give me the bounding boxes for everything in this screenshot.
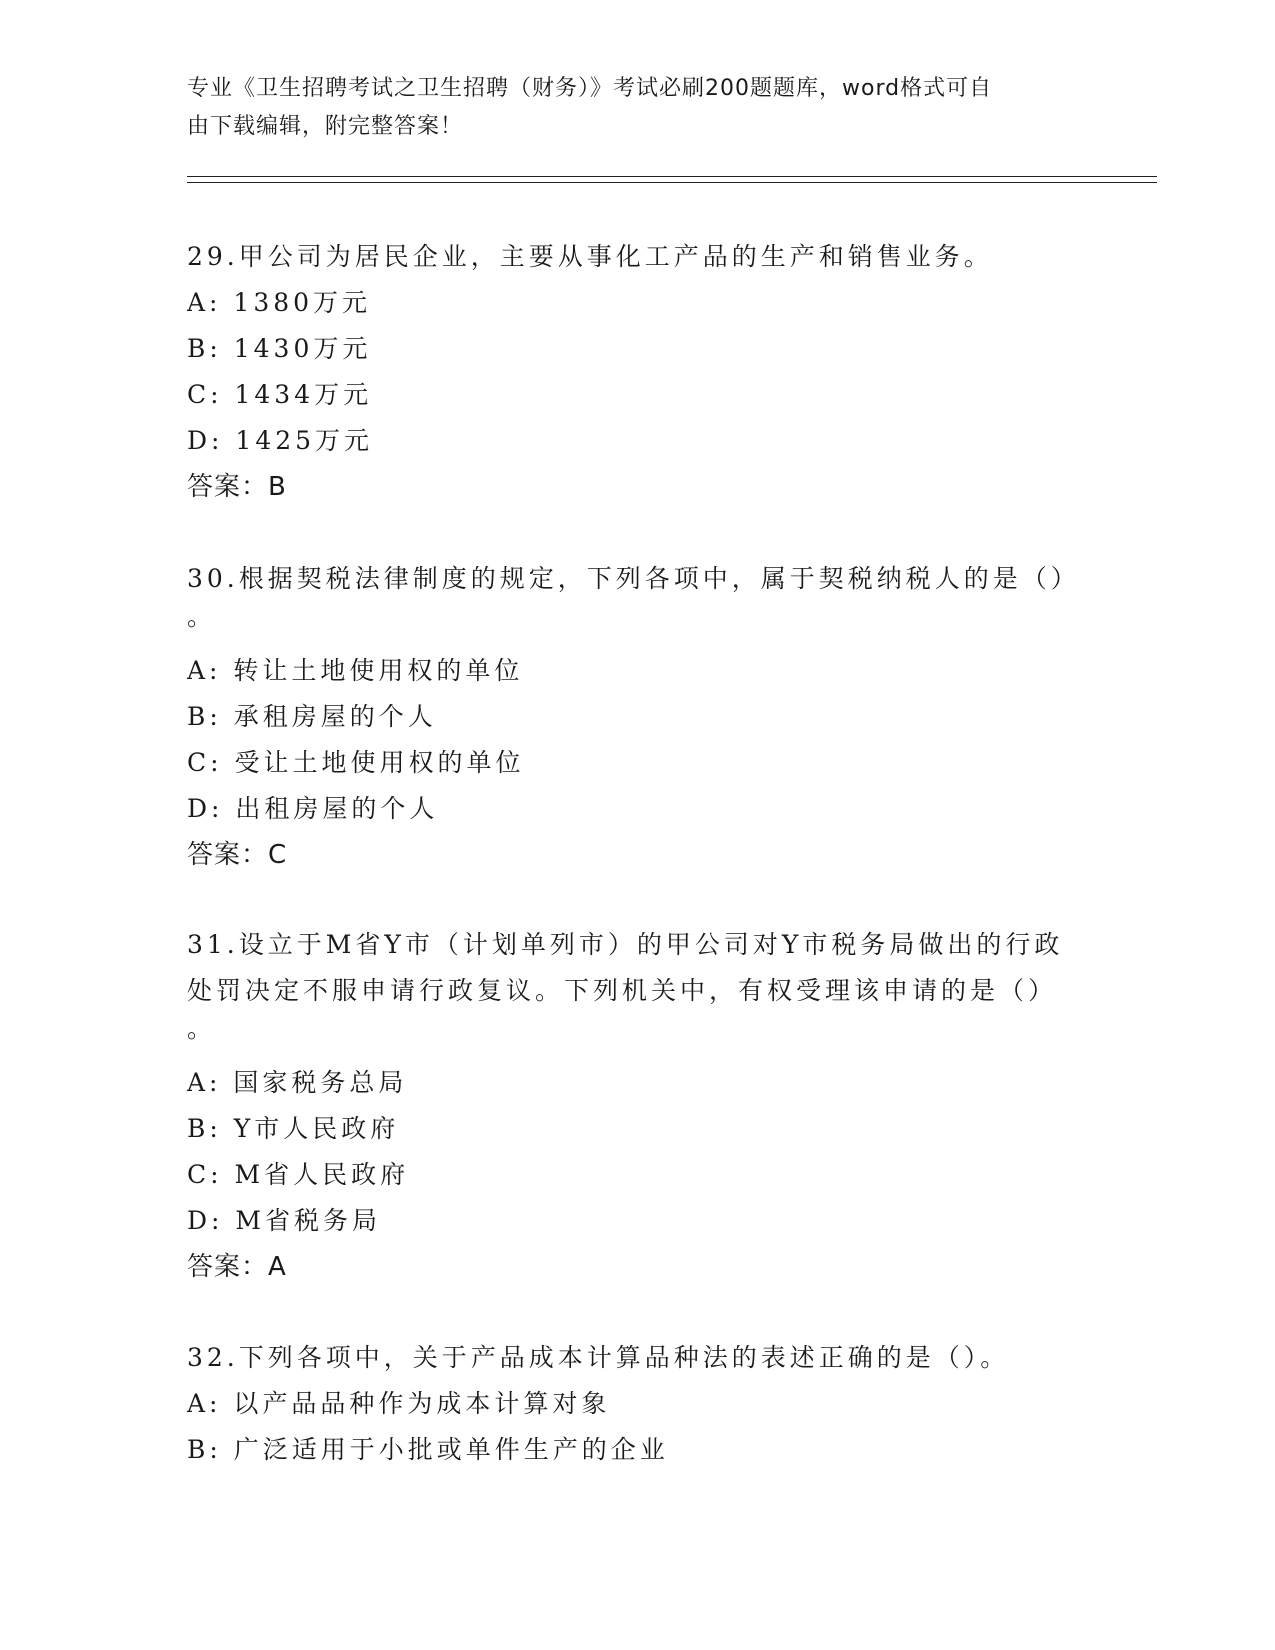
option-a: A: 转让土地使用权的单位 — [187, 656, 524, 685]
header-line-2: 由下载编辑，附完整答案！ — [187, 114, 464, 139]
header-divider-bottom — [187, 182, 1157, 183]
option-d: D: 出租房屋的个人 — [187, 794, 439, 823]
document-header — [187, 70, 1077, 146]
option-a: A: 1380万元 — [187, 288, 372, 317]
question-31 — [187, 922, 1087, 1290]
option-b: B: 1430万元 — [187, 334, 372, 363]
option-d: D: 1425万元 — [187, 426, 374, 455]
option-c: C: 1434万元 — [187, 380, 373, 409]
answer-label: 答案：C — [187, 840, 288, 870]
option-c: C: M省人民政府 — [187, 1160, 410, 1189]
option-a: A: 以产品品种作为成本计算对象 — [187, 1389, 611, 1418]
option-b: B: 承租房屋的个人 — [187, 702, 437, 731]
question-stem: 31.设立于M省Y市（计划单列市）的甲公司对Y市税务局做出的行政 — [187, 930, 1064, 959]
header-divider-top — [187, 176, 1157, 177]
option-d: D: M省税务局 — [187, 1206, 382, 1235]
question-stem-continued: 。 — [187, 602, 217, 631]
header-line-1: 专业《卫生招聘考试之卫生招聘（财务）》考试必刷200题题库，word格式可自 — [187, 76, 993, 101]
option-b: B: Y市人民政府 — [187, 1114, 400, 1143]
question-stem: 29.甲公司为居民企业，主要从事化工产品的生产和销售业务。 — [187, 242, 993, 271]
answer-label: 答案：B — [187, 472, 287, 502]
question-29 — [187, 234, 1087, 510]
option-a: A: 国家税务总局 — [187, 1068, 408, 1097]
question-32 — [187, 1335, 1087, 1473]
question-30 — [187, 556, 1087, 878]
option-b: B: 广泛适用于小批或单件生产的企业 — [187, 1435, 669, 1464]
question-stem: 32.下列各项中，关于产品成本计算品种法的表述正确的是（）。 — [187, 1343, 1010, 1372]
question-stem-continued: 处罚决定不服申请行政复议。下列机关中，有权受理该申请的是（） — [187, 976, 1058, 1005]
option-c: C: 受让土地使用权的单位 — [187, 748, 525, 777]
answer-label: 答案：A — [187, 1252, 287, 1282]
question-stem: 30.根据契税法律制度的规定，下列各项中，属于契税纳税人的是（） — [187, 564, 1080, 593]
question-stem-continued: 。 — [187, 1014, 217, 1043]
